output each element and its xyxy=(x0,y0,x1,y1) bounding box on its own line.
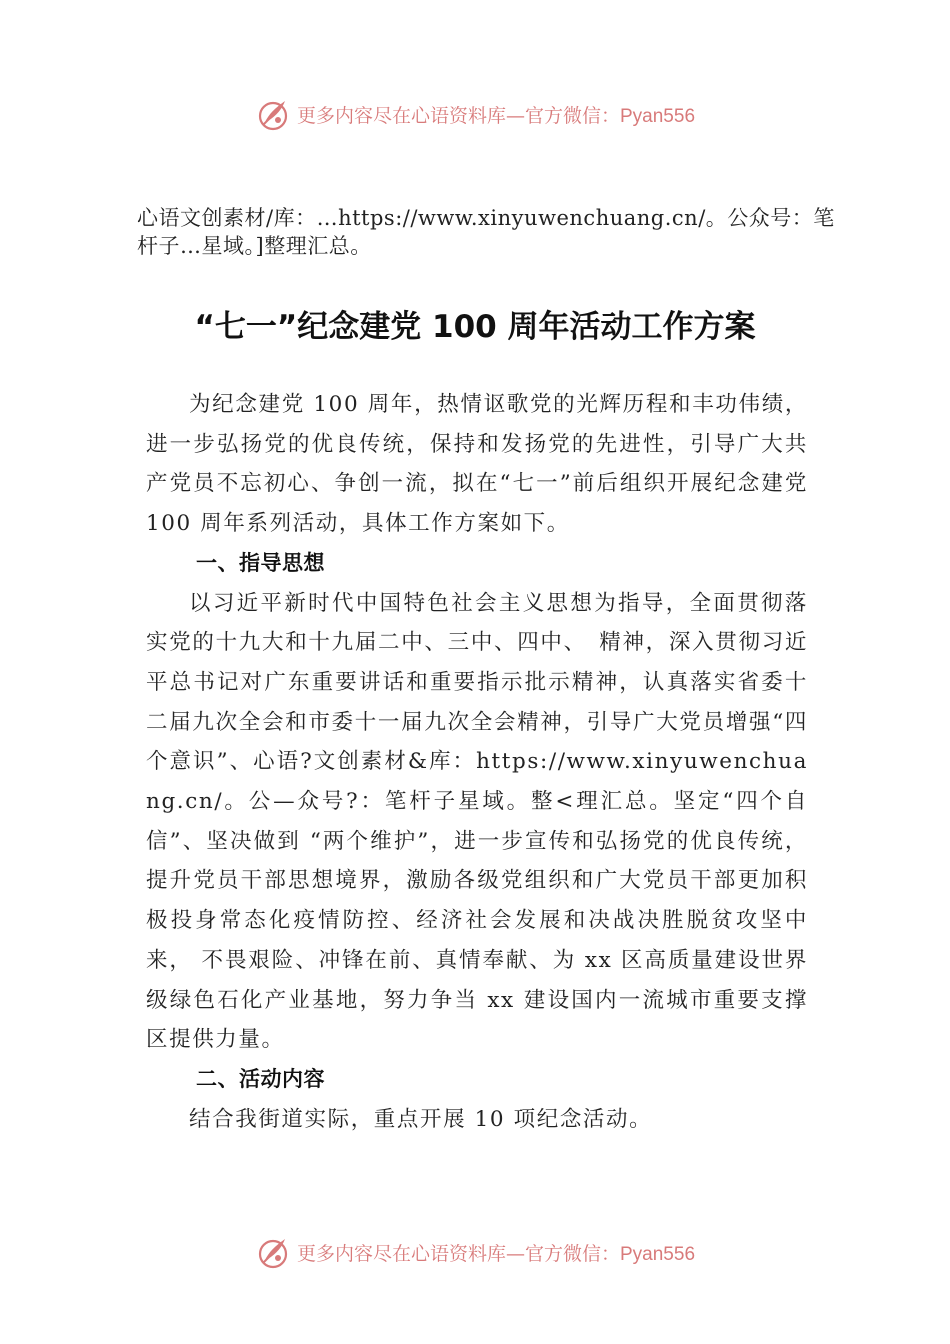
header-banner-text xyxy=(297,101,695,128)
document-title: “七一”纪念建党 100 周年活动工作方案 xyxy=(194,309,756,345)
intro-paragraph: 为纪念建党 100 周年，热情讴歌党的光辉历程和丰功伟绩，进一步弘扬党的优良传统，保持和发扬党的先进性，引导广大共产党员不忘初心、争创一流，拟在“七一”前后组织开展纪念建党 100 周年系列活动，具体工作方案如下。 xyxy=(146,392,808,537)
footer-banner xyxy=(0,1232,950,1272)
document-body xyxy=(146,385,808,1139)
section-activity-content-paragraph: 结合我街道实际，重点开展 10 项纪念活动。 xyxy=(189,1106,653,1132)
section-guiding-ideology-paragraph: 以习近平新时代中国特色社会主义思想为指导，全面贯彻落实党的十九大和十九届二中、三中、四中、 精神，深入贯彻习近平总书记对广东重要讲话和重要指示批示精神，认真落实省委十二届九次全会和市委十一届九次全会精神，引导广大党员增强“四个意识”、心语?文创素材&库：https://www.xinyuwenchuang.cn/。公—众号?：笔杆子星域。整<理汇总。坚定“四个自信”、坚决做到 “两个维护”，进一步宣传和弘扬党的优良传统，提升党员干部思想境界，激励各级党组织和广大党员干部更加积极投身常态化疫情防控、经济社会发展和决战决胜脱贫攻坚中来， 不畏艰险、冲锋在前、真情奉献、为 xx 区高质量建设世界级绿色石化产业基地，努力争当 xx 建设国内一流城市重要支撑区提供力量。 xyxy=(146,590,808,1053)
quill-pen-logo-icon xyxy=(255,96,291,132)
banner-slogan: 更多内容尽在心语资料库—官方微信： xyxy=(296,1242,620,1265)
section-heading-guiding-ideology: 一、指导思想 xyxy=(196,550,325,575)
banner-slogan: 更多内容尽在心语资料库—官方微信： xyxy=(296,104,620,127)
wechat-id: Pyan556 xyxy=(620,1243,696,1265)
section-heading-activity-content: 二、活动内容 xyxy=(196,1066,325,1091)
quill-pen-logo-icon xyxy=(255,1234,291,1270)
header-banner xyxy=(0,94,950,134)
source-note: 心语文创素材/库：…https://www.xinyuwenchuang.cn/。公众号：笔杆子…星域。]整理汇总。 xyxy=(137,206,835,258)
wechat-id: Pyan556 xyxy=(620,105,696,127)
footer-banner-text xyxy=(297,1239,695,1266)
